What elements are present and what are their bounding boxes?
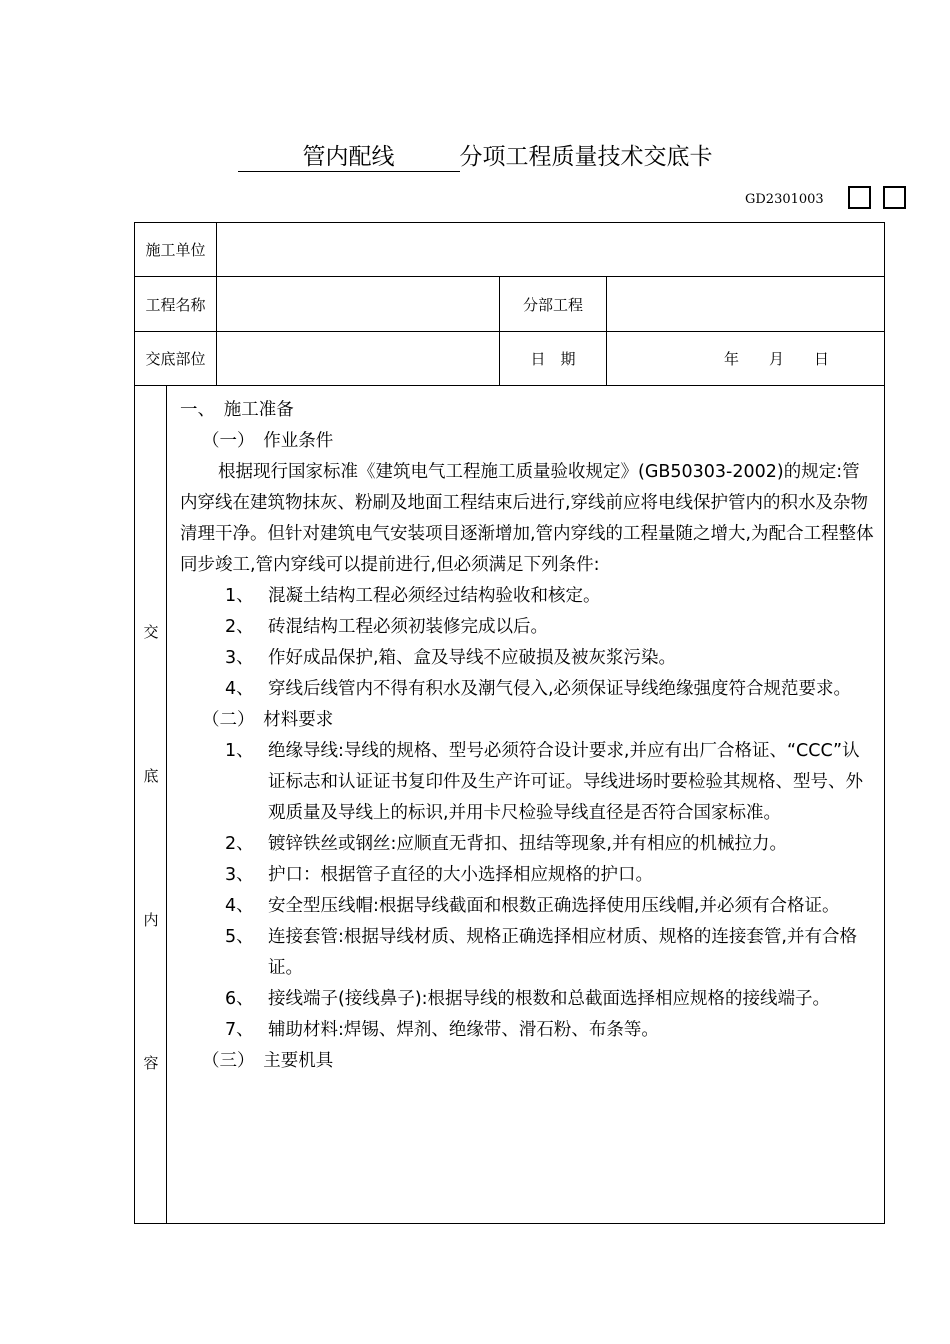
item-number: 2、 xyxy=(225,617,254,637)
item-text: 绝缘导线:导线的规格、型号必须符合设计要求,并应有出厂合格证、“CCC”认证标志和认证证书复印件及生产许可证。导线进场时要检验其规格、型号、外观质量及导线上的标识,并用卡尺检验导线直径是否符合国家标准。 xyxy=(268,741,863,823)
list-item xyxy=(180,612,876,643)
item-number: 2、 xyxy=(225,834,254,854)
unit-field[interactable] xyxy=(217,223,884,276)
info-table xyxy=(134,222,885,1224)
item-number: 1、 xyxy=(225,741,254,761)
item-number: 4、 xyxy=(225,896,254,916)
subsection-heading: （一） 作业条件 xyxy=(202,431,334,451)
row-divider xyxy=(135,385,884,386)
side-label-2: 底 xyxy=(143,767,159,785)
item-text: 穿线后线管内不得有积水及潮气侵入,必须保证导线绝缘强度符合规范要求。 xyxy=(268,679,852,699)
list-item xyxy=(180,581,876,612)
page-title xyxy=(0,143,950,172)
title-main: 分项工程质量技术交底卡 xyxy=(459,144,713,170)
project-field[interactable] xyxy=(217,277,499,331)
date-label: 日 期 xyxy=(530,350,576,368)
subsection-heading: （二） 材料要求 xyxy=(202,710,334,730)
side-label-4: 容 xyxy=(143,1054,159,1072)
paragraph: 根据现行国家标准《建筑电气工程施工质量验收规定》(GB50303-2002)的规定:管内穿线在建筑物抹灰、粉刷及地面工程结束后进行,穿线前应将电线保护管内的积水及杂物清理干净。但针对建筑电气安装项目逐渐增加,管内穿线的工程量随之增大,为配合工程整体同步竣工,管内穿线可以提前进行,但必须满足下列条件: xyxy=(180,462,874,575)
division-label: 分部工程 xyxy=(522,295,583,314)
side-label-1: 交 xyxy=(143,623,159,641)
item-number: 1、 xyxy=(225,586,254,606)
item-text: 辅助材料:焊锡、焊剂、绝缘带、滑石粉、布条等。 xyxy=(268,1020,659,1040)
list-item xyxy=(180,674,876,705)
location-label: 交底部位 xyxy=(145,350,206,368)
list-item xyxy=(180,736,876,829)
item-text: 镀锌铁丝或钢丝:应顺直无背扣、扭结等现象,并有相应的机械拉力。 xyxy=(268,834,787,854)
item-text: 砖混结构工程必须初装修完成以后。 xyxy=(268,617,548,637)
item-text: 混凝土结构工程必须经过结构验收和核定。 xyxy=(268,586,601,606)
item-text: 连接套管:根据导线材质、规格正确选择相应材质、规格的连接套管,并有合格证。 xyxy=(268,927,857,978)
project-label: 工程名称 xyxy=(145,295,206,314)
document-code: GD2301003 xyxy=(745,192,824,207)
list-item xyxy=(180,984,876,1015)
column-divider xyxy=(166,385,167,1224)
division-field[interactable] xyxy=(607,277,884,331)
subsection-heading: （三） 主要机具 xyxy=(202,1051,334,1071)
list-item xyxy=(180,1015,876,1046)
checkbox-2[interactable] xyxy=(883,186,906,209)
list-item xyxy=(180,922,876,984)
list-item xyxy=(180,829,876,860)
item-number: 3、 xyxy=(225,648,254,668)
section-heading: 一、 施工准备 xyxy=(180,400,294,420)
item-number: 3、 xyxy=(225,865,254,885)
list-item xyxy=(180,860,876,891)
checkbox-1[interactable] xyxy=(848,186,871,209)
item-text: 护口：根据管子直径的大小选择相应规格的护口。 xyxy=(268,865,653,885)
list-item xyxy=(180,891,876,922)
unit-label: 施工单位 xyxy=(145,241,206,259)
side-label-3: 内 xyxy=(143,911,159,929)
item-number: 7、 xyxy=(225,1020,254,1040)
title-blank: 管内配线 xyxy=(238,143,460,172)
item-number: 6、 xyxy=(225,989,254,1009)
item-number: 5、 xyxy=(225,927,254,947)
item-number: 4、 xyxy=(225,679,254,699)
item-text: 接线端子(接线鼻子):根据导线的根数和总截面选择相应规格的接线端子。 xyxy=(268,989,831,1009)
date-value[interactable]: 年 月 日 xyxy=(724,350,830,368)
list-item xyxy=(180,643,876,674)
item-text: 安全型压线帽:根据导线截面和根数正确选择使用压线帽,并必须有合格证。 xyxy=(268,896,840,916)
location-field[interactable] xyxy=(217,332,499,385)
item-text: 作好成品保护,箱、盒及导线不应破损及被灰浆污染。 xyxy=(268,648,677,668)
content-body xyxy=(180,395,876,1077)
